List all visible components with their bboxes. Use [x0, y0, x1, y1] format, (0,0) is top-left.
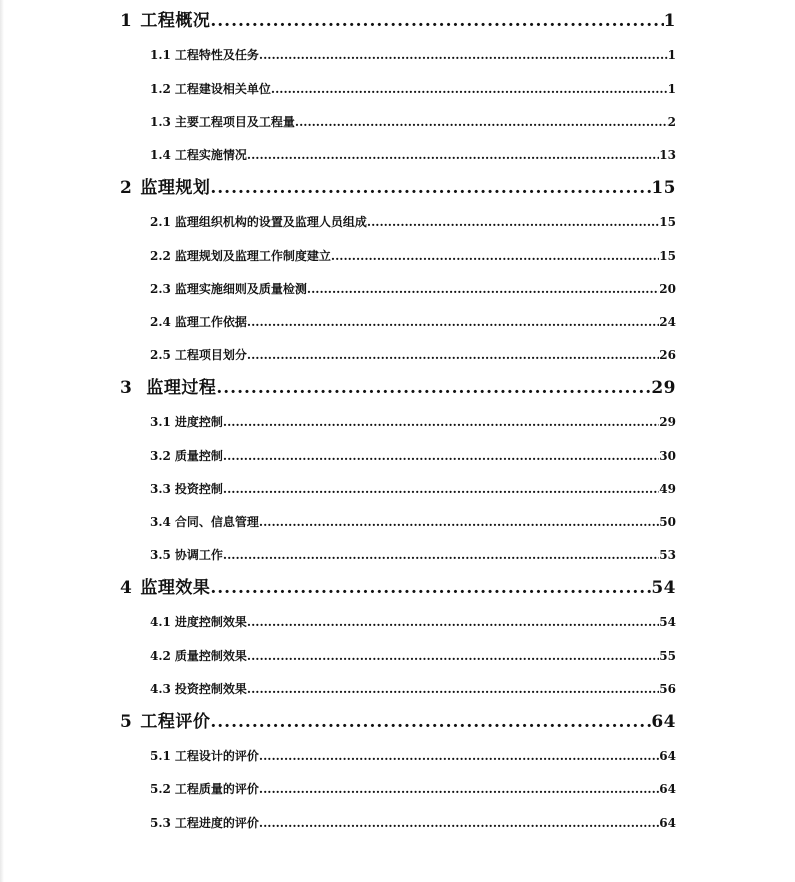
toc-title: 质量控制效果 [174, 649, 247, 663]
toc-page-number: 29 [659, 415, 676, 429]
toc-title: 工程概况 [140, 11, 211, 31]
toc-section-3-4[interactable] [150, 514, 676, 530]
toc-leader [259, 748, 659, 764]
toc-section-3-1[interactable] [150, 414, 676, 430]
toc-title: 工程设计的评价 [174, 749, 259, 763]
toc-number: 1.2 [150, 82, 171, 96]
toc-section-3-5[interactable] [150, 547, 676, 563]
toc-number: 5 [120, 712, 133, 732]
toc-title: 工程项目划分 [174, 348, 247, 362]
toc-page-number: 26 [659, 348, 676, 362]
toc-title: 进度控制效果 [174, 615, 247, 629]
toc-title: 主要工程项目及工程量 [174, 115, 295, 129]
toc-number: 2.3 [150, 282, 171, 296]
toc-page-number: 15 [659, 249, 676, 263]
toc-title: 监理工作依据 [174, 315, 247, 329]
toc-page-number: 54 [659, 615, 676, 629]
toc-leader [210, 177, 651, 199]
toc-page-number: 29 [651, 378, 676, 398]
toc-page-number: 15 [659, 215, 676, 229]
toc-section-5-3[interactable] [150, 815, 676, 831]
toc-leader [247, 347, 659, 363]
toc-chapter-2[interactable] [120, 177, 676, 199]
toc-title: 质量控制 [174, 449, 223, 463]
toc-chapter-5[interactable] [120, 711, 676, 733]
toc-section-4-1[interactable] [150, 614, 676, 630]
toc-title: 监理规划 [140, 178, 211, 198]
toc-leader [223, 448, 659, 464]
toc-leader [259, 781, 659, 797]
toc-number: 3.1 [150, 415, 171, 429]
toc-title: 监理效果 [140, 578, 211, 598]
toc-chapter-1[interactable] [120, 10, 676, 32]
toc-leader [247, 614, 659, 630]
toc-number: 4.2 [150, 649, 171, 663]
toc-number: 5.2 [150, 782, 171, 796]
toc-number: 5.3 [150, 816, 171, 830]
toc-leader [295, 114, 668, 130]
toc-section-1-2[interactable] [150, 81, 676, 97]
toc-page-number: 56 [659, 682, 676, 696]
toc-section-5-1[interactable] [150, 748, 676, 764]
toc-title: 工程建设相关单位 [174, 82, 271, 96]
toc-number: 4.3 [150, 682, 171, 696]
toc-title: 进度控制 [174, 415, 223, 429]
toc-section-1-4[interactable] [150, 147, 676, 163]
toc-page-number: 53 [659, 548, 676, 562]
toc-page-number: 15 [651, 178, 676, 198]
toc-leader [247, 147, 659, 163]
toc-section-4-2[interactable] [150, 648, 676, 664]
toc-section-2-1[interactable] [150, 214, 676, 230]
toc-title: 监理过程 [146, 378, 217, 398]
toc-leader [259, 514, 659, 530]
toc-leader [331, 248, 659, 264]
toc-section-2-3[interactable] [150, 281, 676, 297]
toc-chapter-3[interactable] [120, 377, 676, 399]
toc-section-3-3[interactable] [150, 481, 676, 497]
toc-leader [210, 577, 651, 599]
toc-number: 2.2 [150, 249, 171, 263]
toc-section-3-2[interactable] [150, 448, 676, 464]
toc-page-number: 64 [659, 749, 676, 763]
toc-number: 1.1 [150, 48, 171, 62]
toc-number: 3.4 [150, 515, 171, 529]
toc-page-number: 20 [659, 282, 676, 296]
toc-title: 监理规划及监理工作制度建立 [174, 249, 331, 263]
toc-leader [307, 281, 659, 297]
toc-page-number: 2 [667, 115, 676, 129]
toc-number: 1 [120, 11, 133, 31]
toc-title: 工程评价 [140, 712, 211, 732]
toc-number: 3.5 [150, 548, 171, 562]
toc-leader [259, 815, 659, 831]
toc-number: 1.4 [150, 148, 171, 162]
toc-number: 3.3 [150, 482, 171, 496]
toc-title: 工程特性及任务 [174, 48, 259, 62]
toc-leader [247, 681, 659, 697]
toc-page-number: 64 [659, 816, 676, 830]
toc-title: 监理组织机构的设置及监理人员组成 [174, 215, 367, 229]
toc-leader [271, 81, 668, 97]
toc-number: 1.3 [150, 115, 171, 129]
toc-page-number: 1 [667, 82, 676, 96]
toc-number: 3 [120, 378, 133, 398]
toc-page-number: 64 [659, 782, 676, 796]
toc-chapter-4[interactable] [120, 577, 676, 599]
toc-number: 4.1 [150, 615, 171, 629]
toc-section-2-5[interactable] [150, 347, 676, 363]
toc-section-1-3[interactable] [150, 114, 676, 130]
toc-title: 协调工作 [174, 548, 223, 562]
toc-number: 2.1 [150, 215, 171, 229]
toc-leader [259, 47, 668, 63]
toc-leader [247, 648, 659, 664]
toc-section-5-2[interactable] [150, 781, 676, 797]
toc-leader [223, 414, 659, 430]
toc-number: 2 [120, 178, 133, 198]
toc-page-number: 1 [663, 11, 676, 31]
toc-section-2-4[interactable] [150, 314, 676, 330]
toc-title: 工程实施情况 [174, 148, 247, 162]
toc-page-number: 24 [659, 315, 676, 329]
toc-number: 2.4 [150, 315, 171, 329]
toc-number: 4 [120, 578, 133, 598]
toc-page-number: 30 [659, 449, 676, 463]
toc-leader [216, 377, 651, 399]
toc-page-number: 55 [659, 649, 676, 663]
toc-title: 监理实施细则及质量检测 [174, 282, 307, 296]
toc-page-number: 13 [659, 148, 676, 162]
toc-title: 工程质量的评价 [174, 782, 259, 796]
toc-leader [210, 711, 651, 733]
toc-page-number: 49 [659, 482, 676, 496]
toc-page-number: 54 [651, 578, 676, 598]
toc-section-2-2[interactable] [150, 248, 676, 264]
toc-number: 5.1 [150, 749, 171, 763]
toc-number: 2.5 [150, 348, 171, 362]
toc-page-number: 1 [667, 48, 676, 62]
toc-leader [223, 547, 659, 563]
toc-leader [210, 10, 663, 32]
toc-leader [223, 481, 659, 497]
toc-page-number: 50 [659, 515, 676, 529]
toc-title: 合同、信息管理 [174, 515, 259, 529]
toc-title: 投资控制效果 [174, 682, 247, 696]
toc-number: 3.2 [150, 449, 171, 463]
toc-page-number: 64 [651, 712, 676, 732]
toc-title: 工程进度的评价 [174, 816, 259, 830]
toc-leader [367, 214, 659, 230]
toc-section-1-1[interactable] [150, 47, 676, 63]
toc-title: 投资控制 [174, 482, 223, 496]
toc-leader [247, 314, 659, 330]
toc-section-4-3[interactable] [150, 681, 676, 697]
